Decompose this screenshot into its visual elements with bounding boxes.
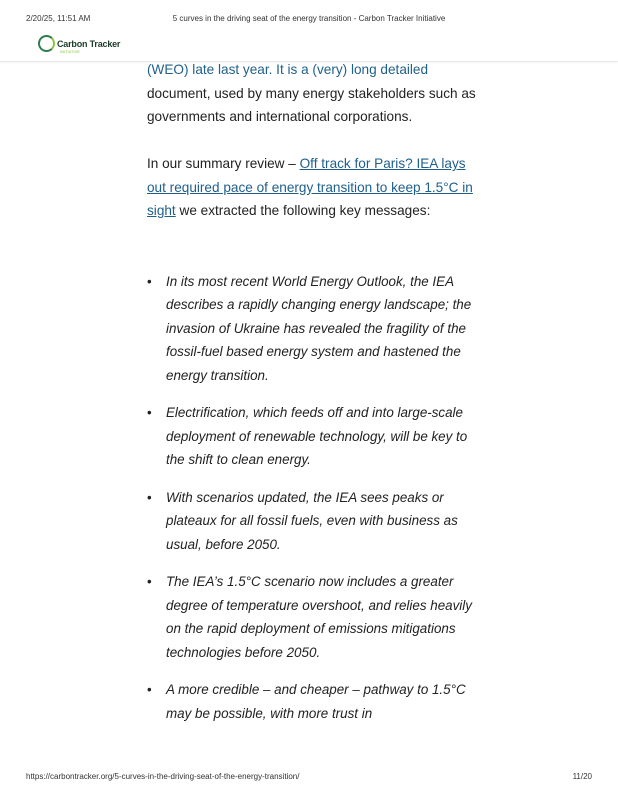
list-item: • A more credible – and cheaper – pathway to 1.5°C may be possible, with more trust in	[147, 678, 477, 725]
key-messages-list	[147, 270, 477, 726]
summary-review-link[interactable]: Off track for Paris? IEA lays out required pace of energy transition to keep 1.5°C in sight	[147, 156, 473, 218]
print-page-title: 5 curves in the driving seat of the energy transition - Carbon Tracker Initiative	[172, 14, 446, 23]
summary-intro: In our summary review –	[147, 156, 300, 171]
carbon-tracker-logo-icon	[38, 35, 55, 52]
summary-paragraph	[147, 152, 477, 223]
print-url: https://carbontracker.org/5-curves-in-the-driving-seat-of-the-energy-transition/	[26, 772, 300, 781]
article-paragraph	[147, 58, 477, 129]
list-item: • The IEA’s 1.5°C scenario now includes a greater degree of temperature overshoot, and relies heavily on the rapid deployment of emissions mitigations technologies before 2050.	[147, 570, 477, 664]
paragraph-text: document, used by many energy stakeholders such as governments and international corporations.	[147, 85, 476, 124]
logo-tagline: INITIATIVE	[60, 49, 80, 54]
list-item: • With scenarios updated, the IEA sees peaks or plateaux for all fossil fuels, even with business as usual, before 2050.	[147, 486, 477, 557]
site-logo[interactable]	[38, 35, 120, 52]
print-date: 2/20/25, 11:51 AM	[26, 14, 91, 23]
logo-text: Carbon Tracker	[57, 38, 121, 49]
summary-outro: we extracted the following key messages:	[175, 203, 431, 218]
print-header	[26, 14, 592, 26]
print-footer	[26, 772, 592, 784]
weo-text: (WEO) late last year. It is a (very) long detailed	[147, 62, 429, 77]
page-number: 11/20	[572, 772, 592, 781]
list-item: • In its most recent World Energy Outlook, the IEA describes a rapidly changing energy landscape; the invasion of Ukraine has revealed the fragility of the fossil-fuel based energy system and hastened the energy transition.	[147, 270, 477, 388]
list-item: • Electrification, which feeds off and into large-scale deployment of renewable technology, will be key to the shift to clean energy.	[147, 401, 477, 472]
article-body	[147, 58, 477, 739]
